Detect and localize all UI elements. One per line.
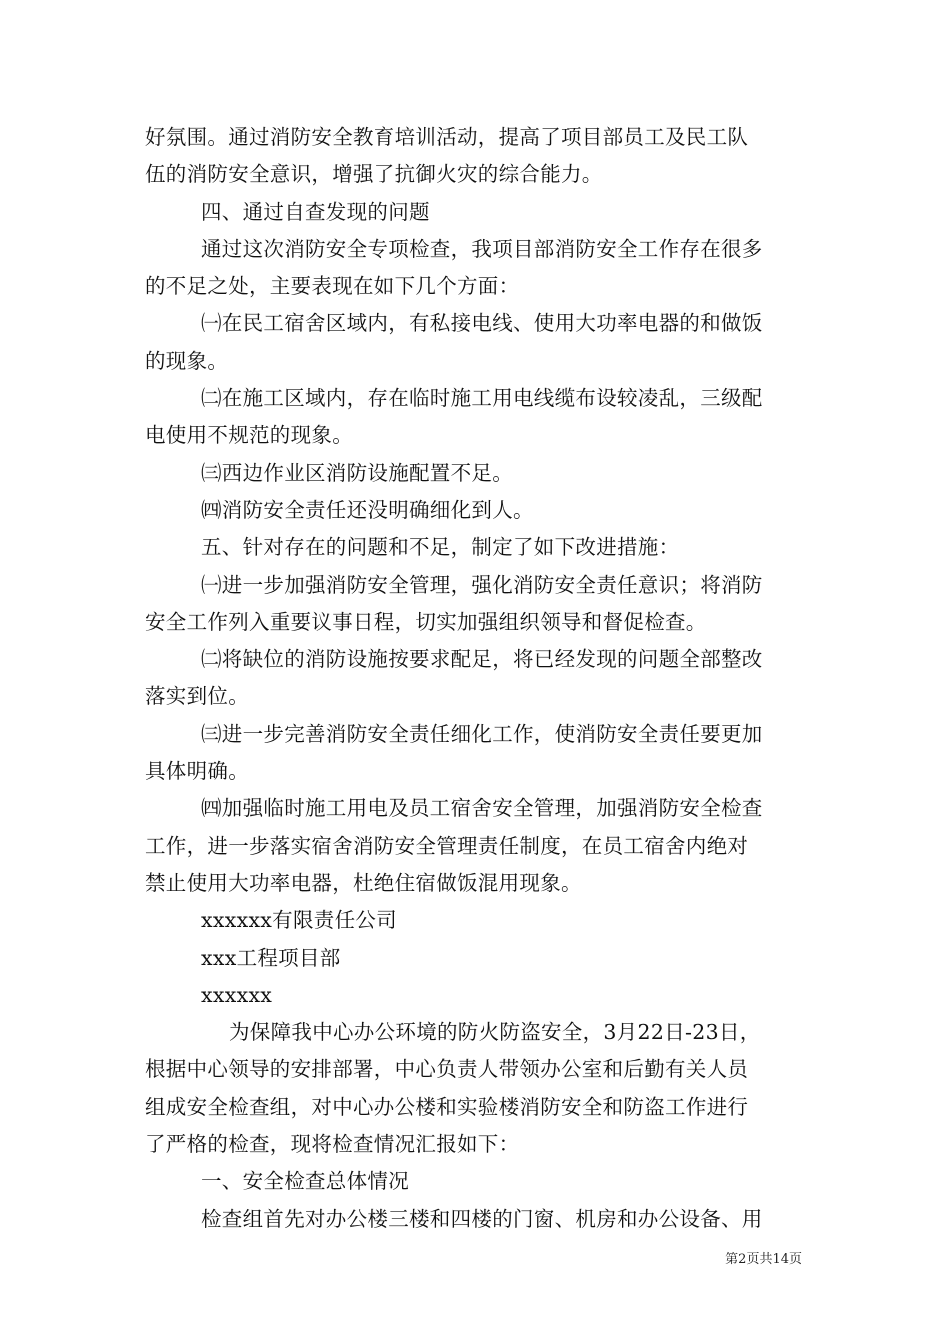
text-line: 检查组首先对办公楼三楼和四楼的门窗、机房和办公设备、用 — [201, 1206, 763, 1231]
text-line: 根据中心领导的安排部署，中心负责人带领办公室和后勤有关人员 — [145, 1057, 749, 1082]
text-line: 落实到位。 — [145, 684, 249, 709]
text-line: 禁止使用大功率电器，杜绝住宿做饭混用现象。 — [145, 870, 582, 895]
text-line: 安全工作列入重要议事日程，切实加强组织领导和督促检查。 — [145, 609, 707, 634]
list-item: ㈠在民工宿舍区域内，有私接电线、使用大功率电器的和做饭 — [201, 311, 763, 336]
text-line: 的不足之处，主要表现在如下几个方面： — [145, 274, 520, 299]
text-line: 通过这次消防安全专项检查，我项目部消防安全工作存在很多 — [201, 236, 763, 261]
text-line: 好氛围。通过消防安全教育培训活动，提高了项目部员工及民工队 — [145, 125, 749, 149]
text-line: 组成安全检查组，对中心办公楼和实验楼消防安全和防盗工作进行 — [145, 1094, 749, 1119]
text-line: 伍的消防安全意识，增强了抗御火灾的综合能力。 — [145, 162, 603, 187]
signature-department: xxx工程项目部 — [201, 945, 341, 970]
text-line: 电使用不规范的现象。 — [145, 423, 353, 448]
text-line: 工作，进一步落实宿舍消防安全管理责任制度，在员工宿舍内绝对 — [145, 833, 749, 858]
list-item: ㈢进一步完善消防安全责任细化工作，使消防安全责任要更加 — [201, 721, 763, 746]
signature-date: xxxxxx — [201, 982, 273, 1007]
list-item: ㈡将缺位的消防设施按要求配足，将已经发现的问题全部整改 — [201, 647, 763, 672]
document-body — [145, 119, 815, 1238]
signature-company: xxxxxx有限责任公司 — [201, 908, 397, 933]
section-heading: 五、针对存在的问题和不足，制定了如下改进措施： — [201, 535, 680, 560]
text-line: 具体明确。 — [145, 759, 249, 784]
page-number: 第2页共14页 — [725, 1252, 802, 1267]
text-line: 了严格的检查，现将检查情况汇报如下： — [145, 1132, 520, 1157]
list-item: ㈣加强临时施工用电及员工宿舍安全管理，加强消防安全检查 — [201, 796, 763, 821]
list-item: ㈠进一步加强消防安全管理，强化消防安全责任意识；将消防 — [201, 572, 763, 597]
list-item: ㈢西边作业区消防设施配置不足。 — [201, 460, 513, 485]
text-line: 的现象。 — [145, 348, 229, 373]
text-line: 为保障我中心办公环境的防火防盗安全，3月22日-23日， — [229, 1020, 761, 1045]
list-item: ㈣消防安全责任还没明确细化到人。 — [201, 497, 534, 522]
list-item: ㈡在施工区域内，存在临时施工用电线缆布设较凌乱，三级配 — [201, 386, 763, 411]
section-heading: 一、安全检查总体情况 — [201, 1169, 409, 1194]
section-heading: 四、通过自查发现的问题 — [201, 199, 430, 224]
